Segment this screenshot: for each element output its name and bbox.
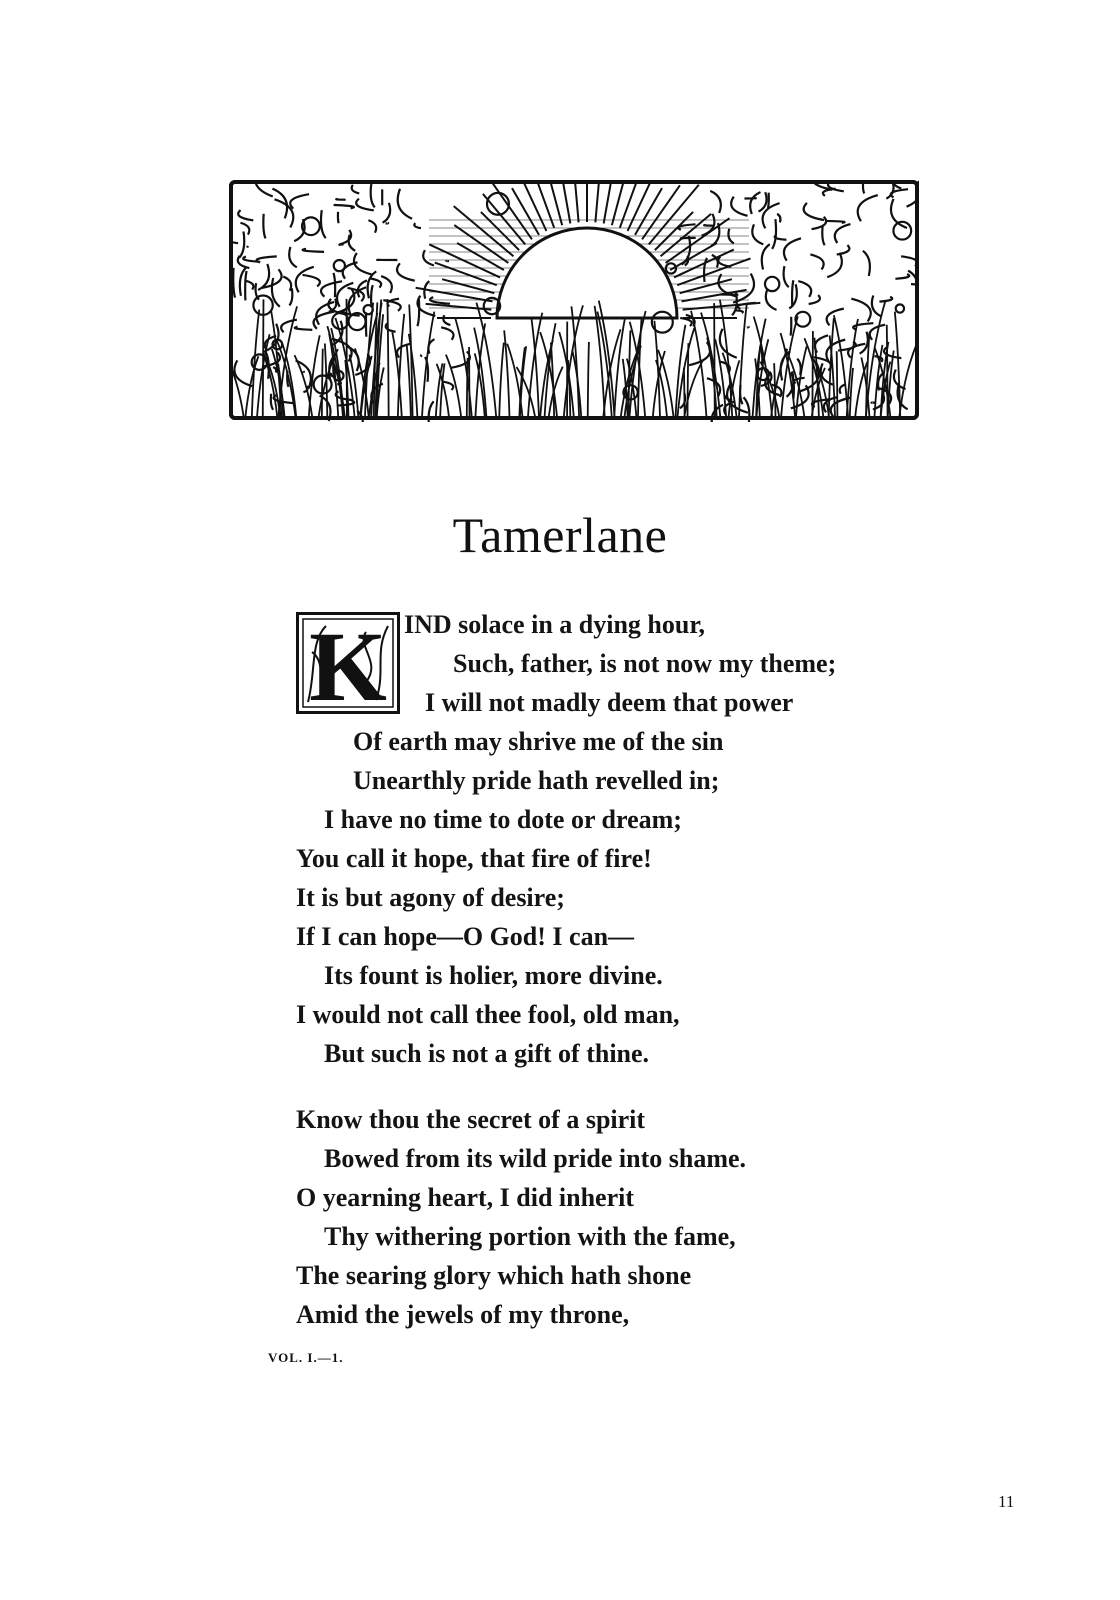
drop-cap-ornament: [296, 612, 400, 714]
poem-line: IND solace in a dying hour,: [404, 610, 705, 639]
poem-line: Bowed from its wild pride into shame.: [324, 1144, 747, 1173]
signature-mark: VOL. I.—1.: [268, 1350, 344, 1365]
headpiece-illustration: [229, 180, 919, 422]
page-number: 11: [998, 1492, 1015, 1511]
poem-line: If I can hope—O God! I can—: [296, 922, 635, 951]
poem-line: Such, father, is not now my theme;: [453, 649, 837, 678]
poem-line: Know thou the secret of a spirit: [296, 1105, 646, 1134]
poem-line: Of earth may shrive me of the sin: [353, 727, 724, 756]
poem-line: But such is not a gift of thine.: [324, 1039, 650, 1068]
poem-line: Its fount is holier, more divine.: [324, 961, 663, 990]
poem-line: I have no time to dote or dream;: [324, 805, 682, 834]
poem-line: Thy withering portion with the fame,: [324, 1222, 736, 1251]
poem-line: It is but agony of desire;: [296, 883, 565, 912]
poem-line: Amid the jewels of my throne,: [296, 1300, 630, 1329]
drop-cap-letter: K: [309, 612, 387, 714]
poem-line: The searing glory which hath shone: [296, 1261, 692, 1290]
poem-line: I would not call thee fool, old man,: [296, 1000, 680, 1029]
poem-line: Unearthly pride hath revelled in;: [353, 766, 720, 795]
poem-title: Tamerlane: [452, 507, 668, 563]
poem-line: You call it hope, that fire of fire!: [296, 844, 652, 873]
poem-line: I will not madly deem that power: [425, 688, 794, 717]
poem-line: O yearning heart, I did inherit: [296, 1183, 635, 1212]
